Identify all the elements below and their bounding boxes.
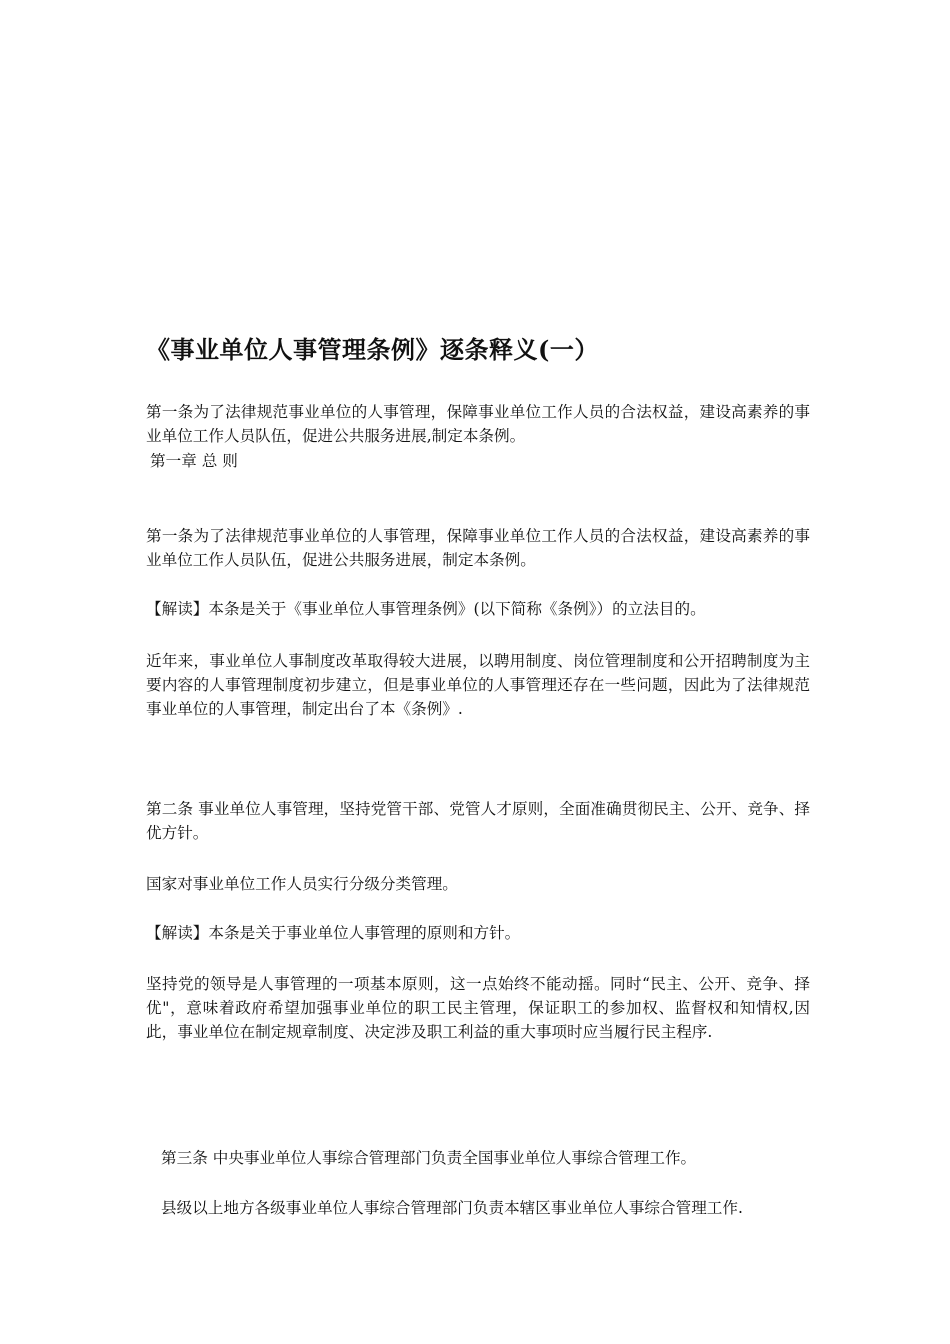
article-2-interpretation: 【解读】本条是关于事业单位人事管理的原则和方针。: [146, 924, 521, 942]
article-2-explanation: 坚持党的领导是人事管理的一项基本原则，这一点始终不能动摇。同时“民主、公开、竞争、择优"，意味着政府希望加强事业单位的职工民主管理，保证职工的参加权、监督权和知情权,因此，事业单位在制定规章制度、决定涉及职工利益的重大事项时应当履行民主程序.: [146, 975, 810, 1041]
article-1: 第一条为了法律规范事业单位的人事管理，保障事业单位工作人员的合法权益，建设高素养的事业单位工作人员队伍，促进公共服务进展，制定本条例。: [146, 527, 810, 569]
article-1-explanation: 近年来，事业单位人事制度改革取得较大进展，以聘用制度、岗位管理制度和公开招聘制度为主要内容的人事管理制度初步建立，但是事业单位的人事管理还存在一些问题，因此为了法律规范事业单位的人事管理，制定出台了本《条例》.: [146, 652, 810, 718]
article-3-clause-2: 县级以上地方各级事业单位人事综合管理部门负责本辖区事业单位人事综合管理工作.: [161, 1199, 743, 1217]
chapter-heading: 第一章 总 则: [150, 452, 238, 470]
article-3: 第三条 中央事业单位人事综合管理部门负责全国事业单位人事综合管理工作。: [161, 1149, 697, 1167]
article-1-interpretation: 【解读】本条是关于《事业单位人事管理条例》(以下简称《条例》）的立法目的。: [146, 600, 706, 618]
article-1-intro: 第一条为了法律规范事业单位的人事管理，保障事业单位工作人员的合法权益，建设高素养的事业单位工作人员队伍，促进公共服务进展,制定本条例。: [146, 403, 810, 445]
article-2: 第二条 事业单位人事管理，坚持党管干部、党管人才原则，全面准确贯彻民主、公开、竞争、择优方针。: [146, 800, 810, 842]
document-title: 《事业单位人事管理条例》逐条释义(一）: [146, 335, 599, 364]
article-2-clause-2: 国家对事业单位工作人员实行分级分类管理。: [146, 875, 458, 893]
